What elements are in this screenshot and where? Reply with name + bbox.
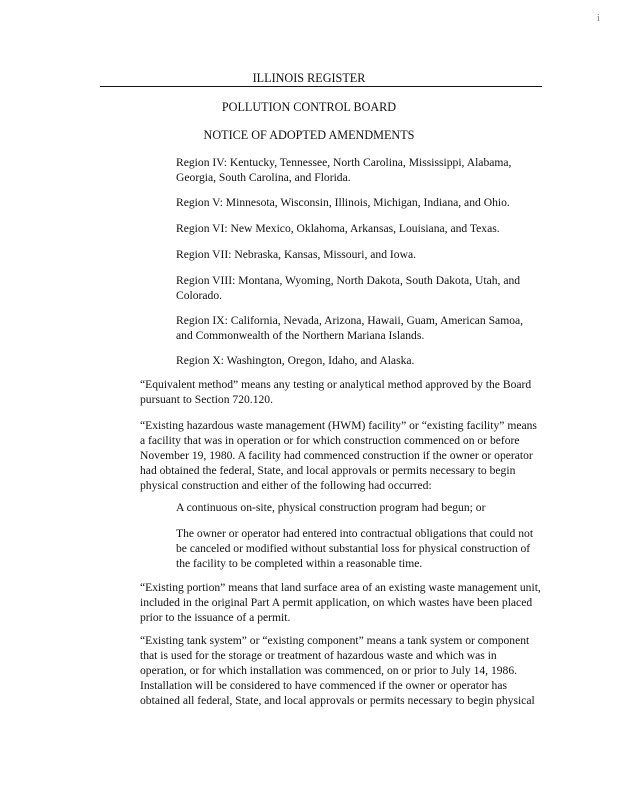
region-v: Region V: Minnesota, Wisconsin, Illinois, Michigan, Indiana, and Ohio. <box>176 196 510 209</box>
definition-existing-portion: “Existing portion” means that land surface area of an existing waste management unit, included in the original Part A permit application, on which wastes have been placed prior to the issuance of a permit. <box>140 581 541 624</box>
region-vii: Region VII: Nebraska, Kansas, Missouri, and Iowa. <box>176 248 416 261</box>
definition-existing-hwm-sub-b: The owner or operator had entered into contractual obligations that could not be canceled or modified without substantial loss for physical construction of the facility to be completed within a reasonable time. <box>176 527 534 570</box>
region-vi: Region VI: New Mexico, Oklahoma, Arkansas, Louisiana, and Texas. <box>176 222 500 235</box>
page-mark: i <box>597 13 600 24</box>
register-title: ILLINOIS REGISTER <box>252 71 366 85</box>
definition-equivalent-method: “Equivalent method” means any testing or analytical method approved by the Board pursuant to Section 720.120. <box>140 378 532 406</box>
header-divider <box>100 86 542 87</box>
definition-existing-hwm-facility: “Existing hazardous waste management (HWM) facility” or “existing facility” means a facility that was in operation or for which construction commenced on or before November 19, 1980. A facility had commenced construction if the owner or operator had obtained the federal, State, and local approvals or permits necessary to begin physical construction and either of the following had occurred: <box>140 419 537 492</box>
region-x: Region X: Washington, Oregon, Idaho, and Alaska. <box>176 354 415 367</box>
definition-existing-tank-system: “Existing tank system” or “existing component” means a tank system or component that is used for the storage or treatment of hazardous waste and which was in operation, or for which installation was commenced, on or prior to July 14, 1986. Installation will be considered to have commenced if the owner or operator has obtained all federal, State, and local approvals or permits necessary to begin physical <box>140 634 535 707</box>
notice-title: NOTICE OF ADOPTED AMENDMENTS <box>203 128 415 142</box>
region-iv: Region IV: Kentucky, Tennessee, North Carolina, Mississippi, Alabama, Georgia, South Carolina, and Florida. <box>176 156 512 184</box>
definition-existing-hwm-sub-a: A continuous on-site, physical construction program had begun; or <box>176 501 486 514</box>
board-title: POLLUTION CONTROL BOARD <box>221 100 397 114</box>
region-ix: Region IX: California, Nevada, Arizona, Hawaii, Guam, American Samoa, and Commonwealth of the Northern Mariana Islands. <box>176 314 524 342</box>
region-viii: Region VIII: Montana, Wyoming, North Dakota, South Dakota, Utah, and Colorado. <box>176 274 521 302</box>
